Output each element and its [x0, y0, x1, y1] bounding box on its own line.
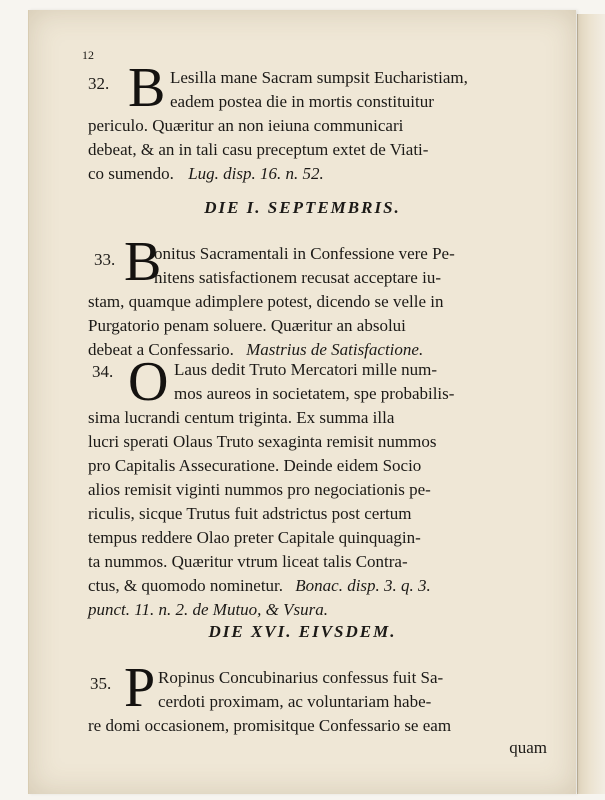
entry-number: 33.	[94, 250, 116, 269]
drop-cap: O	[128, 351, 169, 413]
text-line: riculis, sicque Trutus fuit adstrictus post certum	[88, 504, 412, 523]
citation: Bonac. disp. 3. q. 3.	[295, 576, 431, 595]
text-line: tempus reddere Olao preter Capitale quinquagin-	[88, 528, 421, 547]
entry-number: 34.	[92, 362, 114, 381]
text-line	[88, 162, 428, 186]
text-line: stam, quamque adimplere potest, dicendo se velle in	[88, 292, 444, 311]
text-line: debeat, & an in tali casu preceptum extet de Viati-	[88, 140, 429, 159]
text-line: periculo. Quæritur an non ieiuna communicari	[88, 116, 404, 135]
text-line: ta nummos. Quæritur vtrum liceat talis Contra-	[88, 552, 408, 571]
drop-cap: B	[128, 57, 166, 119]
text-line: alios remisit viginti nummos pro negociationis pe-	[88, 480, 431, 499]
text-line: Ropinus Concubinarius confessus fuit Sa-	[158, 668, 444, 687]
text-line: nitens satisfactionem recusat acceptare iu-	[154, 268, 441, 287]
citation: punct. 11. n. 2. de Mutuo, & Vsura.	[88, 600, 329, 619]
date-heading: DIE I. SEPTEMBRIS.	[204, 198, 401, 217]
text-line: onitus Sacramentali in Confessione vere Pe-	[154, 244, 455, 263]
text-line: mos aureos in societatem, spe probabilis-	[174, 384, 455, 403]
text-line: cerdoti proximam, ac voluntariam habe-	[158, 692, 432, 711]
text-fragment: debeat a Confessario.	[88, 340, 234, 359]
text-line: lucri sperati Olaus Truto sexaginta remisit nummos	[88, 432, 437, 451]
text-line: Laus dedit Truto Mercatori mille num-	[174, 360, 437, 379]
drop-cap: B	[124, 231, 162, 293]
entry-number: 32.	[88, 74, 110, 93]
next-page-edge	[577, 14, 605, 794]
citation: Lug. disp. 16. n. 52.	[188, 164, 324, 183]
drop-cap: P	[124, 657, 156, 719]
text-line: sima lucrandi centum triginta. Ex summa illa	[88, 408, 395, 427]
text-line: Lesilla mane Sacram sumpsit Eucharistiam,	[170, 68, 468, 87]
text-line: re domi occasionem, promisitque Confessario se eam	[88, 716, 452, 735]
text-fragment: co sumendo.	[88, 164, 174, 183]
text-line: Purgatorio penam soluere. Quæritur an absolui	[88, 316, 406, 335]
text-fragment: ctus, & quomodo nominetur.	[88, 576, 284, 595]
text-line: eadem postea die in mortis constituitur	[170, 92, 434, 111]
catchword: quam	[509, 738, 547, 757]
page-number: 12	[82, 48, 94, 62]
date-heading: DIE XVI. EIVSDEM.	[208, 622, 397, 641]
text-line	[88, 574, 436, 598]
text-line: pro Capitalis Assecuratione. Deinde eidem Socio	[88, 456, 422, 475]
entry-number: 35.	[90, 674, 112, 693]
citation: Mastrius de Satisfactione.	[246, 340, 424, 359]
